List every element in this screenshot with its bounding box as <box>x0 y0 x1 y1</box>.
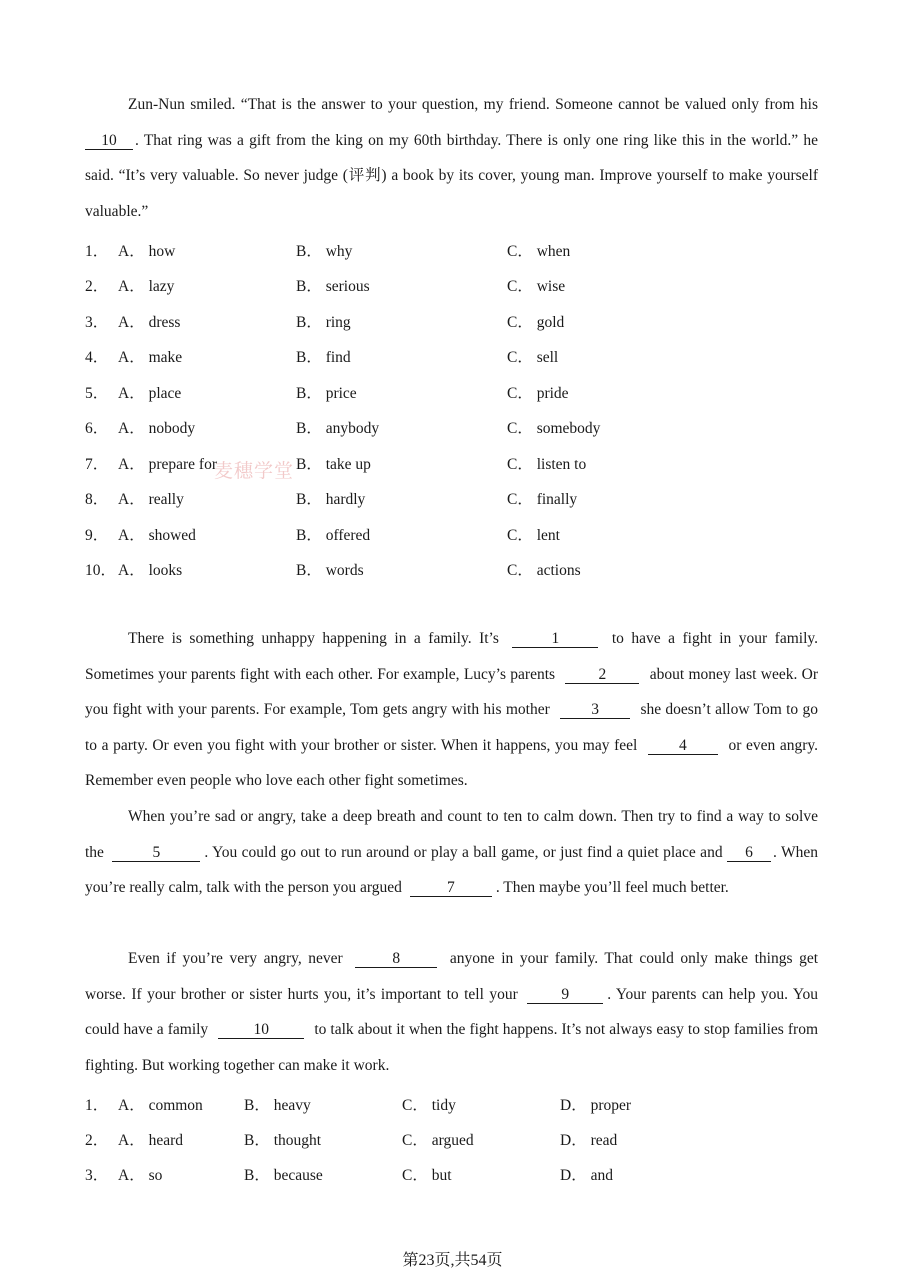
option-b: B． hardly <box>296 491 366 508</box>
passage-1-ending <box>85 87 818 229</box>
option-b: B． heavy <box>244 1097 311 1114</box>
option-c: C． actions <box>507 562 581 579</box>
question-number: 4． <box>85 349 109 366</box>
question-number: 2． <box>85 1132 109 1149</box>
option-c: C． listen to <box>507 456 587 473</box>
passage-text: . You could go out to run around or play a ball game, or just find a quiet place and <box>204 843 723 861</box>
option-a: A． nobody <box>118 420 196 437</box>
answer-blank-9: 9 <box>527 986 603 1004</box>
passage-2-paragraph-1 <box>85 621 818 799</box>
option-b: B． ring <box>296 314 351 331</box>
option-a: A． place <box>118 385 182 402</box>
option-b: B． take up <box>296 456 371 473</box>
option-b: B． serious <box>296 278 370 295</box>
option-a: A． looks <box>118 562 183 579</box>
option-row <box>85 381 818 401</box>
option-c: C． tidy <box>402 1097 456 1114</box>
option-a: A． so <box>118 1167 163 1184</box>
option-c: C． somebody <box>507 420 601 437</box>
option-a: A． dress <box>118 314 181 331</box>
option-row <box>85 523 818 543</box>
passage-text: she doesn’t allow Tom to go to a party. Or even you fight with your brother or sister. When it happens, you may feel <box>85 701 819 754</box>
watermark: 麦穗学堂 <box>214 460 295 482</box>
answer-blank-1: 1 <box>512 630 598 648</box>
passage-text: to have a fight in your family. Sometimes your parents fight with each other. For example, Lucy’s parents <box>85 630 819 683</box>
option-c: C． sell <box>507 349 559 366</box>
option-a: A． showed <box>118 527 196 544</box>
option-c: C． when <box>507 243 571 260</box>
option-a: A． prepare for <box>118 456 217 473</box>
option-b: B． words <box>296 562 364 579</box>
option-row <box>85 345 818 365</box>
option-row <box>85 1128 818 1148</box>
option-c: C． finally <box>507 491 578 508</box>
answer-blank-8: 8 <box>355 950 437 968</box>
question-number: 2． <box>85 278 109 295</box>
option-b: B． offered <box>296 527 371 544</box>
option-b: B． anybody <box>296 420 380 437</box>
option-b: B． price <box>296 385 357 402</box>
option-a: A． common <box>118 1097 203 1114</box>
answer-blank-7: 7 <box>410 879 492 897</box>
option-row <box>85 416 818 436</box>
page-number-footer: 第23页,共54页 <box>402 1252 503 1269</box>
option-c: C． pride <box>507 385 569 402</box>
option-row <box>85 452 818 472</box>
passage-text: to talk about it when the fight happens. It’s not always easy to stop families from fighting. But working together can make it work. <box>85 1021 819 1074</box>
option-c: C． gold <box>507 314 565 331</box>
passage-text: . When you’re really calm, talk with the person you argued <box>85 843 819 897</box>
question-number: 9． <box>85 527 109 544</box>
answer-blank-6: 6 <box>727 844 771 862</box>
passage-text: There is something unhappy happening in a family. It’s <box>128 630 499 647</box>
option-b: B． why <box>296 243 353 260</box>
passage-text: When you’re sad or angry, take a deep breath and count to ten to calm down. Then try to find a way to solve the <box>85 808 818 861</box>
option-row <box>85 310 818 330</box>
option-row <box>85 487 818 507</box>
option-d: D． proper <box>560 1097 632 1114</box>
answer-blank-10: 10 <box>218 1021 304 1039</box>
option-row <box>85 274 818 294</box>
option-a: A． how <box>118 243 176 260</box>
passage-text: . Your parents can help you. You could have a family <box>85 985 818 1039</box>
option-row <box>85 558 818 578</box>
question-number: 3． <box>85 314 109 331</box>
option-a: A． really <box>118 491 184 508</box>
passage-text: Even if you’re very angry, never <box>128 950 343 967</box>
question-number: 6． <box>85 420 109 437</box>
passage-2-paragraph-3 <box>85 941 818 1083</box>
option-b: B． find <box>296 349 351 366</box>
option-a: A． make <box>118 349 183 366</box>
question-number: 3． <box>85 1167 109 1184</box>
option-a: A． heard <box>118 1132 183 1149</box>
option-row <box>85 1163 818 1183</box>
option-c: C． lent <box>507 527 560 544</box>
passage-text: anyone in your family. That could only make things get worse. If your brother or sister hurts you, it’s important to tell your <box>85 950 819 1003</box>
passage-text: . That ring was a gift from the king on my 60th birthday. There is only one ring like this in the world.” he said. “It’s very valuable. So never judge (评判) a book by its cover, young man. Improve yourself to make yourself valuable.” <box>85 131 818 220</box>
question-number: 5． <box>85 385 109 402</box>
question-number: 7． <box>85 456 109 473</box>
question-number: 1． <box>85 1097 109 1114</box>
answer-blank-5: 5 <box>112 844 200 862</box>
option-row <box>85 239 818 259</box>
passage-text: Zun-Nun smiled. “That is the answer to your question, my friend. Someone cannot be valued only from his <box>128 96 818 113</box>
option-d: D． read <box>560 1132 618 1149</box>
option-a: A． lazy <box>118 278 175 295</box>
answer-blank-3: 3 <box>560 701 630 719</box>
option-c: C． but <box>402 1167 452 1184</box>
option-row <box>85 1093 818 1113</box>
question-number: 10． <box>85 562 117 579</box>
option-b: B． thought <box>244 1132 322 1149</box>
passage-text: . Then maybe you’ll feel much better. <box>495 879 729 897</box>
answer-blank-10: 10 <box>85 132 133 150</box>
option-b: B． because <box>244 1167 323 1184</box>
answer-blank-4: 4 <box>648 737 718 755</box>
passage-text: about money last week. Or you fight with your parents. For example, Tom gets angry with his mother <box>85 665 819 719</box>
question-number: 1． <box>85 243 109 260</box>
option-c: C． argued <box>402 1132 474 1149</box>
passage-text: or even angry. Remember even people who love each other fight sometimes. <box>85 736 819 790</box>
option-c: C． wise <box>507 278 566 295</box>
question-number: 8． <box>85 491 109 508</box>
passage-2-paragraph-2 <box>85 799 818 906</box>
answer-blank-2: 2 <box>565 666 639 684</box>
option-d: D． and <box>560 1167 613 1184</box>
